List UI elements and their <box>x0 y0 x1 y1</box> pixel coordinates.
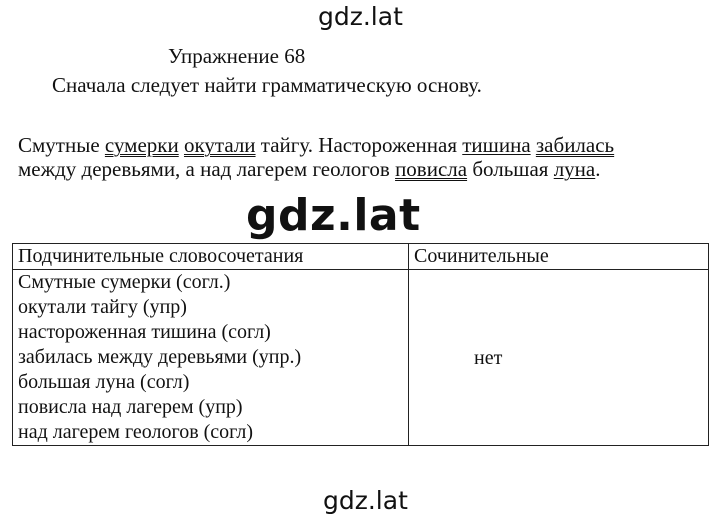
text-fragment: большая <box>467 157 554 181</box>
list-item: большая луна (согл) <box>18 371 190 393</box>
table-header-row <box>13 244 709 270</box>
paragraph-line-2 <box>18 157 708 181</box>
subject-word: сумерки <box>104 133 179 157</box>
text-fragment: тайгу. Настороженная <box>255 133 463 157</box>
coordinate-cell <box>409 270 709 446</box>
list-item: над лагерем геологов (согл) <box>18 421 254 443</box>
header-subordinate: Подчинительные словосочетания <box>13 244 409 270</box>
subordinate-cell <box>13 270 409 446</box>
table-row <box>13 270 709 446</box>
predicate-word: забилась <box>535 133 615 157</box>
list-item: окутали тайгу (упр) <box>18 296 187 318</box>
predicate-word: повисла <box>395 157 468 181</box>
list-item: забилась между деревьями (упр.) <box>18 346 302 368</box>
watermark-top: gdz.lat <box>318 2 403 31</box>
watermark-bottom: gdz.lat <box>323 486 408 515</box>
header-coordinate: Сочинительные <box>409 244 709 270</box>
exercise-title: Упражнение 68 <box>168 44 306 68</box>
text-fragment: между деревьями, а над лагерем геологов <box>18 157 396 181</box>
watermark-middle: gdz.lat <box>246 190 421 241</box>
list-item: настороженная тишина (согл) <box>18 321 271 343</box>
phrases-table <box>12 243 709 446</box>
exercise-paragraph <box>18 133 708 181</box>
list-item: Смутные сумерки (согл.) <box>18 271 231 293</box>
text-fragment: Смутные <box>18 133 105 157</box>
exercise-intro: Сначала следует найти грамматическую основу. <box>52 73 482 97</box>
text-fragment: . <box>595 157 601 181</box>
paragraph-line-1 <box>18 133 708 157</box>
predicate-word: окутали <box>183 133 256 157</box>
subject-word: тишина <box>462 133 531 157</box>
subject-word: луна <box>553 157 596 181</box>
coordinate-value: нет <box>474 347 503 369</box>
list-item: повисла над лагерем (упр) <box>18 396 243 418</box>
